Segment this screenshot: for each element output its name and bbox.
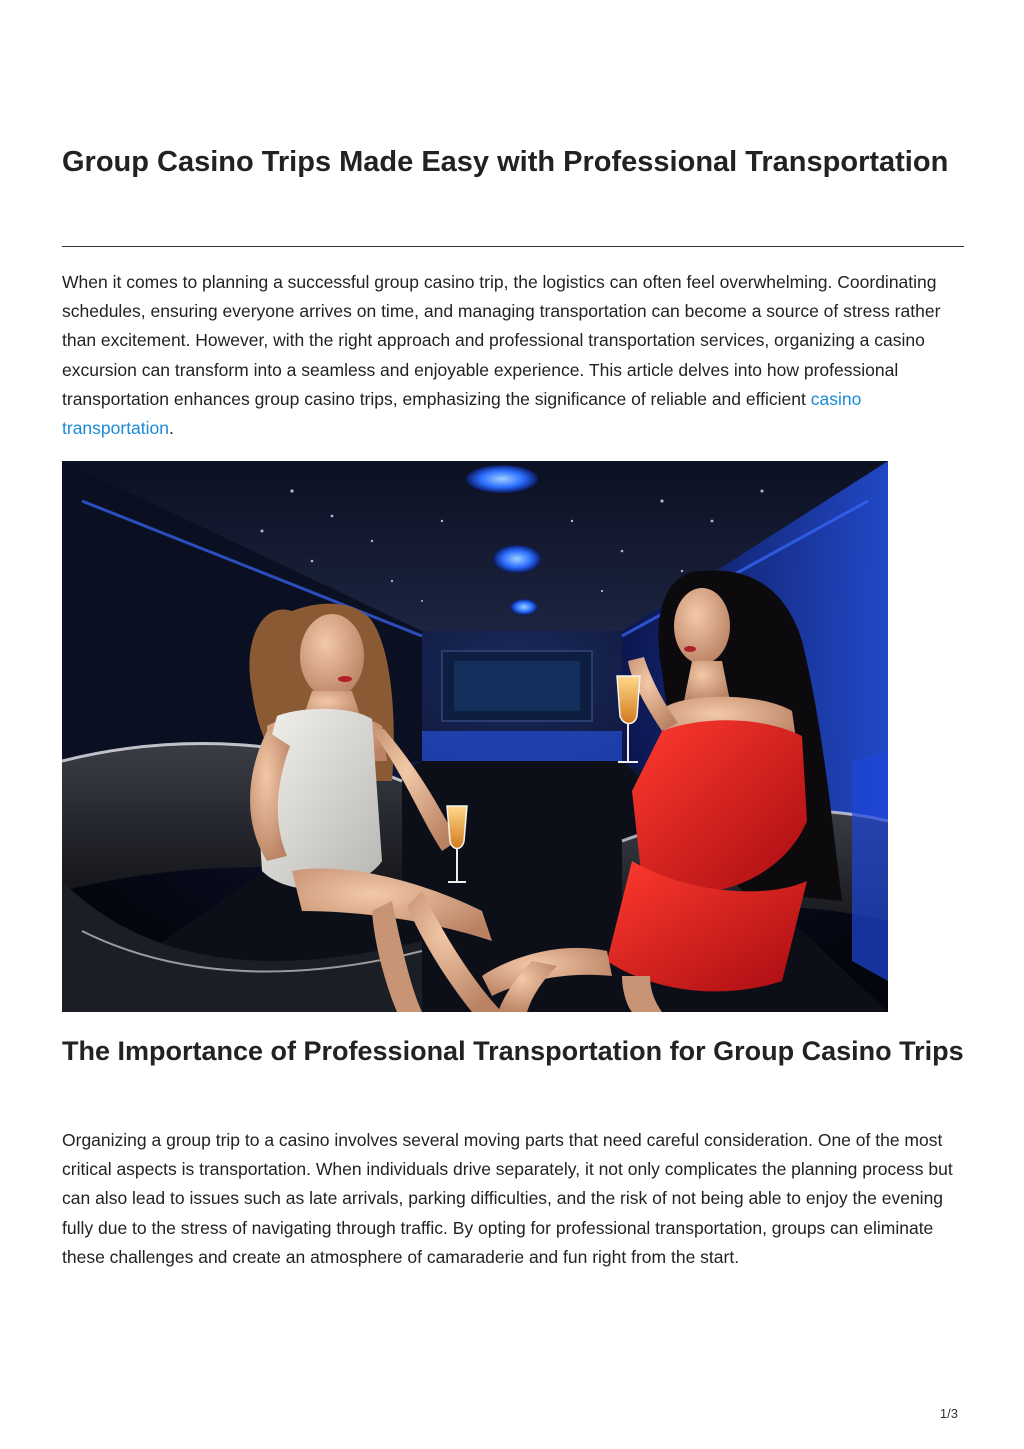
page-title: Group Casino Trips Made Easy with Professional Transportation [62, 146, 949, 178]
intro-paragraph [62, 268, 964, 443]
limousine-party-photo [62, 461, 888, 1012]
intro-text: When it comes to planning a successful group casino trip, the logistics can often feel overwhelming. Coordinating schedules, ensuring everyone arrives on time, and managing transportation can become a source of stress rather than excitement. However, with the right approach and professional transportation services, organizing a casino excursion can transform into a seamless and enjoyable experience. This article delves into how professional transportation enhances group casino trips, emphasizing the significance of reliable and efficient [62, 272, 941, 409]
intro-text-end: . [169, 418, 174, 439]
section-body-paragraph: Organizing a group trip to a casino involves several moving parts that need careful consideration. One of the most critical aspects is transportation. When individuals drive separately, it not only complicates the planning process but can also lead to issues such as late arrivals, parking difficulties, and the risk of not being able to enjoy the evening fully due to the stress of navigating through traffic. By opting for professional transportation, groups can eliminate these challenges and create an atmosphere of camaraderie and fun right from the start. [62, 1130, 953, 1267]
section-heading: The Importance of Professional Transportation for Group Casino Trips [62, 1036, 964, 1066]
casino-transportation-link[interactable]: casino transportation [62, 388, 862, 439]
page-indicator: 1/3 [939, 1406, 958, 1421]
title-divider [62, 246, 964, 247]
